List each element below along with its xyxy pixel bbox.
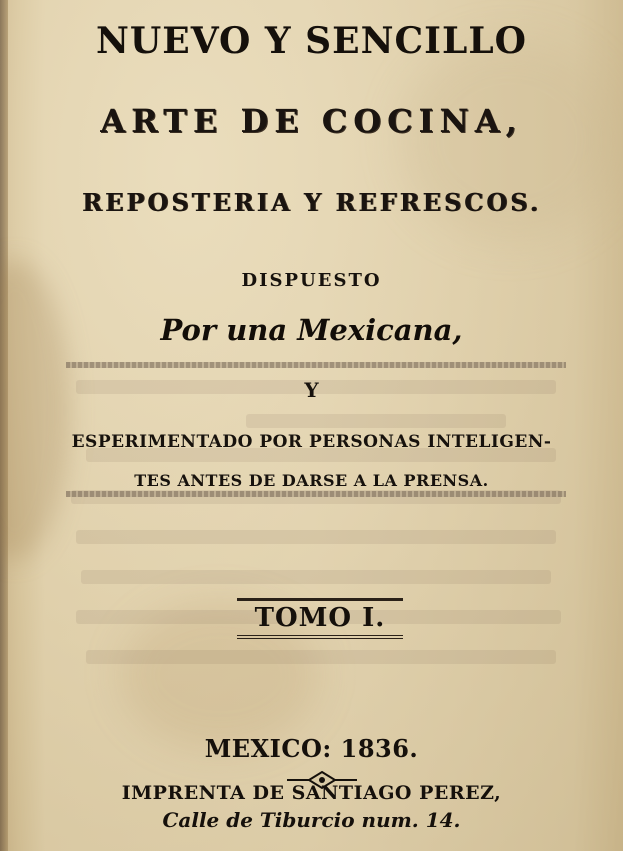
address-line: Calle de Tiburcio num. 14. — [162, 808, 461, 832]
experimented-line-2: TES ANTES DE DARSE A LA PRENSA. — [134, 471, 489, 490]
printer-line: IMPRENTA DE SANTIAGO PEREZ, — [121, 782, 502, 804]
author-line: Por una Mexicana, — [160, 313, 463, 347]
experimented-line-1: ESPERIMENTADO POR PERSONAS INTELIGEN- — [71, 432, 552, 452]
conjunction: Y — [304, 378, 319, 402]
decorative-rule — [66, 362, 566, 368]
title-line-3: REPOSTERIA Y REFRESCOS. — [82, 188, 541, 217]
paper-stain — [0, 260, 70, 560]
city-year: MEXICO: 1836. — [204, 734, 419, 763]
dispuesto-label: DISPUESTO — [241, 270, 382, 291]
title-line-2: ARTE DE COCINA, — [100, 102, 523, 140]
title-line-1: NUEVO Y SENCILLO — [96, 20, 527, 62]
volume-label: TOMO I. — [237, 598, 403, 639]
decorative-rule — [66, 491, 566, 497]
